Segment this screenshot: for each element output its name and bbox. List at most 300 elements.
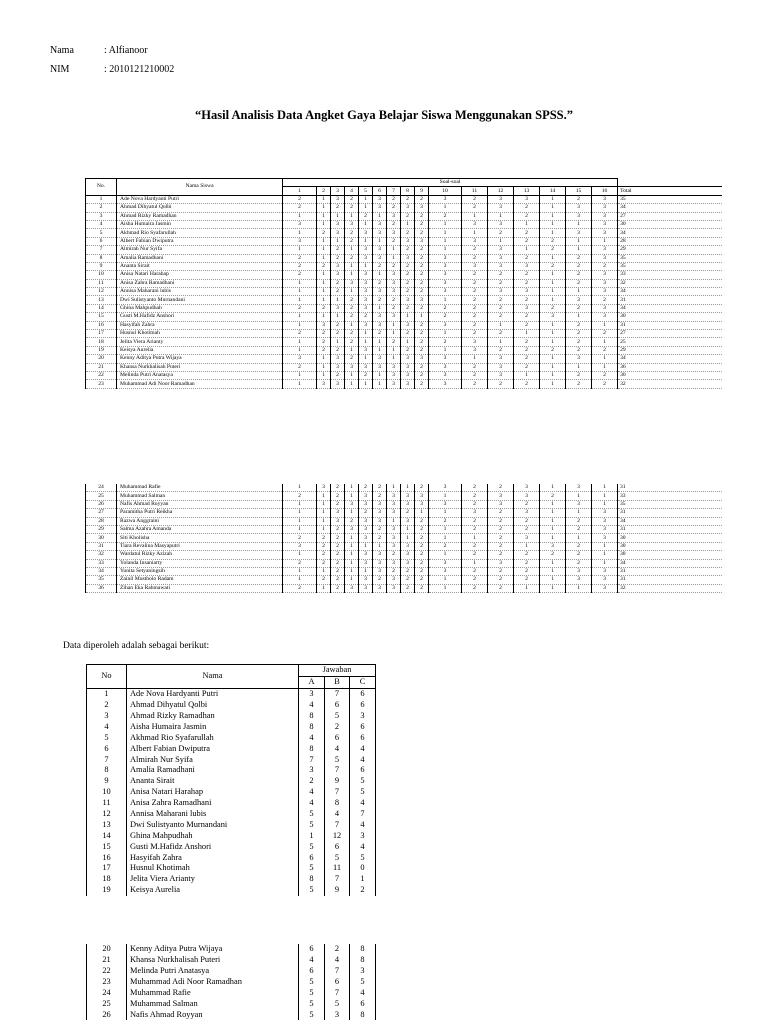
soal-score: 2	[462, 330, 488, 338]
soal-score: 2	[415, 525, 429, 533]
total-score: 30	[618, 551, 722, 559]
total-score: 30	[618, 313, 722, 321]
soal-score: 3	[429, 559, 462, 567]
soal-score: 2	[488, 534, 514, 542]
soal-score: 2	[401, 567, 415, 575]
soal-score: 3	[331, 380, 345, 388]
soal-number-12: 12	[488, 187, 514, 195]
soal-score: 2	[415, 279, 429, 287]
count-a: 4	[299, 732, 325, 743]
soal-score: 3	[592, 509, 618, 517]
soal-score: 1	[540, 584, 566, 592]
soal-score: 1	[359, 195, 373, 203]
soal-score: 2	[488, 313, 514, 321]
data-intro-text: Data diperoleh adalah sebagai berikut:	[63, 641, 210, 651]
soal-score: 2	[415, 551, 429, 559]
student-name: Salma Azahra Amanda	[117, 525, 283, 533]
soal-score: 1	[592, 500, 618, 508]
soal-score: 3	[401, 500, 415, 508]
soal-score: 2	[566, 371, 592, 379]
soal-score: 1	[373, 237, 387, 245]
soal-score: 2	[566, 271, 592, 279]
soal-score: 2	[415, 567, 429, 575]
soal-score: 1	[317, 492, 331, 500]
soal-score: 2	[429, 313, 462, 321]
count-b: 4	[325, 809, 350, 820]
soal-score: 2	[514, 321, 540, 329]
header-no: No.	[86, 179, 117, 196]
total-score: 31	[618, 484, 722, 492]
soal-score: 1	[429, 229, 462, 237]
soal-score: 2	[387, 567, 401, 575]
soal-score: 2	[540, 551, 566, 559]
soal-score: 1	[359, 542, 373, 550]
soal-score: 2	[415, 229, 429, 237]
soal-score: 1	[540, 363, 566, 371]
soal-score: 3	[359, 551, 373, 559]
student-name: Hasyifah Zahra	[117, 321, 283, 329]
soal-score: 1	[566, 363, 592, 371]
soal-score: 1	[345, 321, 359, 329]
soal-score: 2	[540, 237, 566, 245]
row-number: 24	[86, 484, 117, 492]
row-number: 17	[86, 330, 117, 338]
soal-score: 1	[345, 484, 359, 492]
soal-score: 3	[345, 584, 359, 592]
soal-score: 2	[345, 229, 359, 237]
soal-score: 3	[387, 559, 401, 567]
soal-score: 3	[429, 262, 462, 270]
soal-score: 1	[429, 330, 462, 338]
student-score-row	[86, 525, 722, 533]
soal-score: 2	[566, 279, 592, 287]
count-b: 6	[325, 841, 350, 852]
soal-score: 3	[387, 534, 401, 542]
soal-score: 1	[345, 246, 359, 254]
total-score: 35	[618, 254, 722, 262]
soal-score: 3	[592, 304, 618, 312]
answer-row	[87, 798, 376, 809]
soal-score: 3	[373, 551, 387, 559]
soal-score: 3	[331, 304, 345, 312]
soal-score: 1	[331, 296, 345, 304]
row-number: 31	[86, 542, 117, 550]
soal-score: 3	[462, 237, 488, 245]
count-b: 7	[325, 966, 350, 977]
answer-row	[87, 874, 376, 885]
soal-number-16: 16	[592, 187, 618, 195]
student-name: Albert Fabian Dwiputra	[127, 743, 299, 754]
student-name: Muhammad Salman	[117, 492, 283, 500]
soal-score: 3	[462, 220, 488, 228]
soal-score: 3	[488, 220, 514, 228]
soal-score: 3	[514, 492, 540, 500]
soal-score: 3	[415, 492, 429, 500]
total-score: 35	[618, 195, 722, 203]
soal-score: 1	[592, 355, 618, 363]
soal-score: 3	[283, 542, 317, 550]
soal-score: 1	[514, 330, 540, 338]
soal-score: 2	[415, 517, 429, 525]
count-b: 4	[325, 743, 350, 754]
count-b: 11	[325, 863, 350, 874]
soal-score: 2	[331, 567, 345, 575]
soal-score: 3	[387, 525, 401, 533]
soal-score: 1	[345, 371, 359, 379]
total-score: 33	[618, 492, 722, 500]
soal-score: 2	[462, 517, 488, 525]
soal-score: 1	[387, 484, 401, 492]
soal-number-5: 5	[359, 187, 373, 195]
soal-score: 1	[317, 296, 331, 304]
soal-score: 1	[462, 559, 488, 567]
soal-score: 1	[283, 321, 317, 329]
student-score-row	[86, 304, 722, 312]
student-name: Ghina Mahpudhah	[127, 830, 299, 841]
soal-score: 1	[429, 237, 462, 245]
student-nim-line	[50, 64, 174, 75]
soal-score: 3	[373, 204, 387, 212]
row-number: 23	[87, 977, 127, 988]
answer-count-table	[86, 664, 376, 896]
answer-row	[87, 966, 376, 977]
soal-score: 2	[462, 576, 488, 584]
row-number: 25	[87, 998, 127, 1009]
row-number: 1	[86, 195, 117, 203]
student-name: Zainil Mustholo Radam	[117, 576, 283, 584]
soal-score: 3	[488, 288, 514, 296]
count-a: 5	[299, 977, 325, 988]
soal-score: 2	[331, 534, 345, 542]
soal-number-13: 13	[514, 187, 540, 195]
soal-score: 3	[429, 271, 462, 279]
soal-score: 1	[317, 271, 331, 279]
soal-score: 1	[429, 296, 462, 304]
document-title: “Hasil Analisis Data Angket Gaya Belajar Siswa Menggunakan SPSS.”	[195, 108, 573, 122]
soal-score: 3	[317, 484, 331, 492]
soal-score: 3	[359, 279, 373, 287]
soal-score: 1	[317, 371, 331, 379]
soal-score: 3	[373, 246, 387, 254]
soal-score: 2	[345, 254, 359, 262]
soal-score: 1	[540, 204, 566, 212]
soal-score: 3	[331, 220, 345, 228]
count-c: 4	[350, 798, 376, 809]
soal-score: 1	[566, 509, 592, 517]
count-c: 3	[350, 711, 376, 722]
soal-score: 2	[415, 246, 429, 254]
count-c: 8	[350, 944, 376, 955]
soal-score: 3	[401, 371, 415, 379]
soal-score: 3	[401, 321, 415, 329]
row-number: 27	[86, 509, 117, 517]
row-number: 10	[87, 787, 127, 798]
count-a: 2	[299, 776, 325, 787]
soal-score: 1	[345, 262, 359, 270]
soal-score: 1	[345, 380, 359, 388]
soal-score: 2	[387, 195, 401, 203]
soal-score: 2	[514, 551, 540, 559]
soal-score: 3	[331, 363, 345, 371]
soal-score: 2	[317, 559, 331, 567]
soal-score: 3	[514, 509, 540, 517]
header-total: Total	[618, 187, 722, 195]
row-number: 20	[86, 355, 117, 363]
answer-count-table-continued	[86, 944, 376, 1020]
soal-score: 2	[462, 279, 488, 287]
soal-score: 2	[317, 551, 331, 559]
soal-score: 3	[387, 500, 401, 508]
soal-number-6: 6	[373, 187, 387, 195]
row-number: 14	[86, 304, 117, 312]
count-c: 6	[350, 732, 376, 743]
soal-score: 3	[592, 517, 618, 525]
header-c: C	[350, 676, 376, 688]
answer-row	[87, 863, 376, 874]
soal-score: 2	[514, 204, 540, 212]
soal-score: 1	[283, 346, 317, 354]
answer-row	[87, 809, 376, 820]
soal-score: 2	[592, 380, 618, 388]
student-name: Ade Nova Hardyanti Putri	[127, 688, 299, 699]
soal-score: 2	[462, 371, 488, 379]
soal-score: 1	[514, 584, 540, 592]
header-no: No	[87, 665, 127, 689]
answer-row	[87, 721, 376, 732]
soal-score: 1	[429, 584, 462, 592]
count-b: 7	[325, 765, 350, 776]
soal-score: 3	[401, 559, 415, 567]
soal-score: 2	[514, 500, 540, 508]
row-number: 28	[86, 517, 117, 525]
soal-score: 2	[514, 559, 540, 567]
soal-score: 2	[462, 296, 488, 304]
soal-score: 2	[373, 330, 387, 338]
soal-score: 1	[592, 363, 618, 371]
soal-score: 1	[540, 330, 566, 338]
soal-score: 1	[540, 576, 566, 584]
soal-score: 3	[317, 380, 331, 388]
total-score: 30	[618, 542, 722, 550]
soal-score: 3	[592, 567, 618, 575]
soal-score: 2	[514, 212, 540, 220]
soal-score: 2	[514, 346, 540, 354]
soal-score: 1	[540, 254, 566, 262]
total-score: 34	[618, 559, 722, 567]
soal-number-1: 1	[283, 187, 317, 195]
soal-score: 1	[373, 338, 387, 346]
soal-score: 1	[514, 542, 540, 550]
count-c: 4	[350, 988, 376, 999]
soal-score: 3	[488, 262, 514, 270]
student-score-row	[86, 220, 722, 228]
soal-score: 1	[283, 212, 317, 220]
student-score-row	[86, 584, 722, 592]
row-number: 8	[86, 254, 117, 262]
soal-score: 2	[429, 304, 462, 312]
soal-score: 3	[592, 254, 618, 262]
soal-score: 3	[415, 204, 429, 212]
soal-score: 2	[401, 288, 415, 296]
soal-score: 2	[415, 576, 429, 584]
count-a: 8	[299, 721, 325, 732]
soal-score: 2	[331, 330, 345, 338]
row-number: 29	[86, 525, 117, 533]
soal-score: 2	[283, 559, 317, 567]
total-score: 28	[618, 237, 722, 245]
soal-score: 3	[387, 212, 401, 220]
soal-score: 1	[462, 534, 488, 542]
answer-row	[87, 830, 376, 841]
soal-score: 2	[566, 559, 592, 567]
soal-score: 1	[488, 321, 514, 329]
student-score-row	[86, 567, 722, 575]
count-c: 3	[350, 966, 376, 977]
answer-row	[87, 988, 376, 999]
soal-score: 3	[592, 576, 618, 584]
soal-score: 2	[488, 551, 514, 559]
score-table-header	[86, 179, 722, 196]
soal-score: 2	[514, 296, 540, 304]
student-score-row	[86, 517, 722, 525]
soal-score: 1	[540, 567, 566, 575]
soal-score: 3	[359, 296, 373, 304]
soal-score: 2	[592, 371, 618, 379]
soal-score: 3	[373, 229, 387, 237]
count-c: 5	[350, 977, 376, 988]
student-score-row	[86, 296, 722, 304]
student-name: Keisya Aurelia	[117, 346, 283, 354]
student-name: Ahmad Rizky Ramadhan	[127, 711, 299, 722]
soal-score: 2	[283, 363, 317, 371]
row-number: 17	[87, 863, 127, 874]
answer-row	[87, 841, 376, 852]
header-jawaban: Jawaban	[299, 665, 376, 677]
soal-score: 2	[387, 220, 401, 228]
student-score-row	[86, 212, 722, 220]
student-name: Hasyifah Zahra	[127, 852, 299, 863]
total-score: 27	[618, 212, 722, 220]
total-score: 34	[618, 304, 722, 312]
soal-score: 2	[488, 509, 514, 517]
soal-score: 3	[387, 363, 401, 371]
soal-score: 2	[462, 551, 488, 559]
soal-score: 1	[566, 237, 592, 245]
soal-score: 3	[514, 304, 540, 312]
soal-score: 2	[345, 330, 359, 338]
row-number: 26	[87, 1009, 127, 1020]
soal-score: 1	[317, 204, 331, 212]
soal-score: 2	[514, 355, 540, 363]
soal-score: 2	[462, 304, 488, 312]
soal-score: 2	[331, 576, 345, 584]
soal-score: 1	[592, 492, 618, 500]
student-name: Ahmad Dihyatul Qolbi	[127, 700, 299, 711]
student-name: Muhammad Adi Noor Ramadhan	[127, 977, 299, 988]
soal-score: 2	[415, 212, 429, 220]
row-number: 21	[87, 955, 127, 966]
soal-score: 2	[317, 542, 331, 550]
soal-score: 1	[345, 346, 359, 354]
answer-row	[87, 885, 376, 896]
student-name: Tiara Revalina Masyaputri	[117, 542, 283, 550]
soal-score: 1	[317, 567, 331, 575]
soal-score: 2	[514, 338, 540, 346]
count-c: 6	[350, 765, 376, 776]
count-c: 4	[350, 841, 376, 852]
student-name: Aisha Humaira Jasmin	[127, 721, 299, 732]
soal-score: 2	[488, 296, 514, 304]
row-number: 34	[86, 567, 117, 575]
soal-score: 2	[540, 262, 566, 270]
total-score: 30	[618, 534, 722, 542]
count-b: 9	[325, 885, 350, 896]
soal-score: 1	[283, 525, 317, 533]
row-number: 3	[86, 212, 117, 220]
soal-score: 3	[359, 304, 373, 312]
count-c: 4	[350, 743, 376, 754]
answer-row	[87, 944, 376, 955]
soal-score: 1	[359, 338, 373, 346]
soal-score: 2	[566, 304, 592, 312]
soal-score: 2	[592, 296, 618, 304]
soal-score: 3	[373, 517, 387, 525]
soal-score: 2	[488, 304, 514, 312]
soal-score: 1	[387, 254, 401, 262]
soal-score: 3	[401, 551, 415, 559]
soal-score: 1	[317, 500, 331, 508]
count-c: 4	[350, 754, 376, 765]
student-name: Husnul Khotimah	[117, 330, 283, 338]
soal-score: 2	[401, 212, 415, 220]
soal-score: 1	[283, 509, 317, 517]
student-name: Razwa Anggraini	[117, 517, 283, 525]
row-number: 13	[87, 819, 127, 830]
student-name: Khansa Nurkhalisah Puteri	[127, 955, 299, 966]
soal-score: 2	[488, 525, 514, 533]
soal-score: 1	[345, 542, 359, 550]
soal-score: 1	[540, 321, 566, 329]
count-c: 0	[350, 863, 376, 874]
soal-score: 1	[283, 567, 317, 575]
soal-score: 1	[401, 525, 415, 533]
soal-score: 1	[566, 246, 592, 254]
soal-score: 1	[540, 220, 566, 228]
soal-score: 2	[514, 313, 540, 321]
soal-score: 2	[373, 262, 387, 270]
soal-score: 2	[488, 380, 514, 388]
soal-number-4: 4	[345, 187, 359, 195]
soal-score: 1	[540, 296, 566, 304]
soal-score: 3	[401, 542, 415, 550]
row-number: 15	[86, 313, 117, 321]
soal-score: 2	[317, 229, 331, 237]
soal-score: 3	[566, 355, 592, 363]
answer-table-header	[87, 665, 376, 689]
soal-score: 2	[415, 304, 429, 312]
soal-score: 3	[566, 576, 592, 584]
soal-score: 1	[317, 355, 331, 363]
soal-score: 3	[387, 229, 401, 237]
count-a: 4	[299, 787, 325, 798]
soal-score: 2	[514, 517, 540, 525]
soal-score: 1	[283, 576, 317, 584]
soal-score: 1	[345, 288, 359, 296]
soal-score: 3	[566, 229, 592, 237]
soal-score: 2	[283, 254, 317, 262]
soal-score: 2	[415, 220, 429, 228]
soal-score: 3	[566, 204, 592, 212]
